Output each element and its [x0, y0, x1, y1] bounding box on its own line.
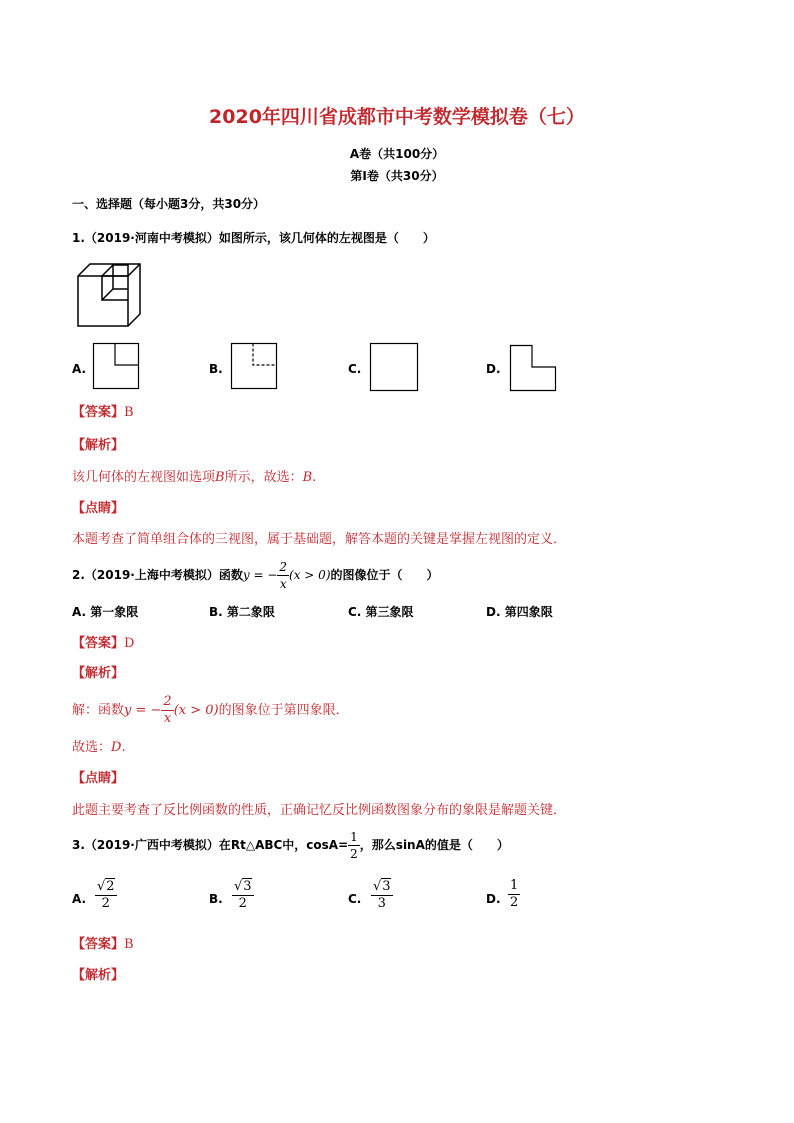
q1-option-a-figure: [93, 343, 139, 389]
q1-analysis-label: 【解析】: [72, 438, 125, 453]
q2-stem-fraction: $\frac{2}{x}$: [279, 560, 288, 591]
q1-option-b-figure: [231, 343, 277, 389]
volume-1-heading: 第Ⅰ卷（共30分）: [350, 169, 444, 183]
q1-option-a-label: A.: [72, 362, 87, 376]
q1-comment-label: 【点睛】: [72, 501, 125, 516]
q2-option-a: A. 第一象限: [72, 605, 139, 619]
q2-option-c: C. 第三象限: [348, 605, 414, 619]
q1-solid-figure: [78, 264, 142, 328]
q3-option-c-label: C.: [348, 892, 362, 906]
q3-answer: 【答案】B: [72, 937, 134, 952]
q1-analysis-text: 该几何体的左视图如选项B所示，故选：B.: [72, 470, 317, 485]
q1-answer-value: B: [124, 405, 134, 420]
section-1-heading: 一、选择题（每小题3分，共30分）: [72, 197, 266, 211]
q3-option-a-fraction: $\frac{√2}{2}$: [97, 879, 115, 911]
document-title: 2020年四川省成都市中考数学模拟卷（七）: [209, 106, 585, 128]
q1-comment-text: 本题考查了简单组合体的三视图，属于基础题，解答本题的关键是掌握左视图的定义．: [72, 532, 567, 547]
q2-analysis-fraction: $\frac{2}{x}$: [163, 694, 172, 726]
q3-stem-fraction: $\frac{1}{2}$: [350, 830, 358, 861]
q3-option-d-fraction: $\frac{1}{2}$: [510, 878, 519, 910]
q1-option-c-figure: [370, 343, 418, 391]
q2-analysis-label: 【解析】: [72, 666, 125, 681]
volume-a-heading: A卷（共100分）: [349, 147, 445, 161]
q3-answer-value: B: [124, 937, 134, 952]
q3-option-d-label: D.: [486, 892, 501, 906]
q3-option-a-label: A.: [72, 892, 87, 906]
q2-comment-label: 【点睛】: [72, 771, 125, 786]
q1-answer: [72, 404, 134, 422]
q1-option-d-figure: [510, 345, 556, 391]
q3-option-b-label: B.: [209, 892, 223, 906]
q3-option-c-fraction: $\frac{√3}{3}$: [373, 879, 391, 911]
q2-analysis-text: 解：函数y = − $\frac{2}{x}$ (x > 0)的图象位于第四象限．: [72, 694, 349, 726]
q3-option-b-fraction: $\frac{√3}{2}$: [234, 879, 252, 911]
q2-answer-value: D: [124, 636, 135, 651]
q2-option-b: B. 第二象限: [209, 605, 275, 619]
q1-option-d-label: D.: [486, 362, 501, 376]
q2-answer: 【答案】D: [72, 636, 135, 651]
q2-choose-text: 故选：D.: [72, 740, 126, 755]
q1-option-b-label: B.: [209, 362, 223, 376]
q2-stem: 2.（2019·上海中考模拟）函数y = − $\frac{2}{x}$ (x > 0)的图像位于（ ）: [72, 560, 439, 591]
q2-comment-text: 此题主要考查了反比例函数的性质，正确记忆反比例函数图象分布的象限是解题关键．: [72, 803, 567, 818]
q2-option-d: D. 第四象限: [486, 605, 553, 619]
q3-analysis-label: 【解析】: [72, 968, 125, 983]
q3-stem: 3.（2019·广西中考模拟）在Rt△ABC中，cosA= $\frac{1}{2}$ ，那么sinA的值是（ ）: [72, 830, 509, 861]
q1-option-c-label: C.: [348, 362, 362, 376]
q1-stem: 1.（2019·河南中考模拟）如图所示，该几何体的左视图是（ ）: [72, 231, 435, 245]
answer-label: 【答案】: [72, 405, 125, 420]
